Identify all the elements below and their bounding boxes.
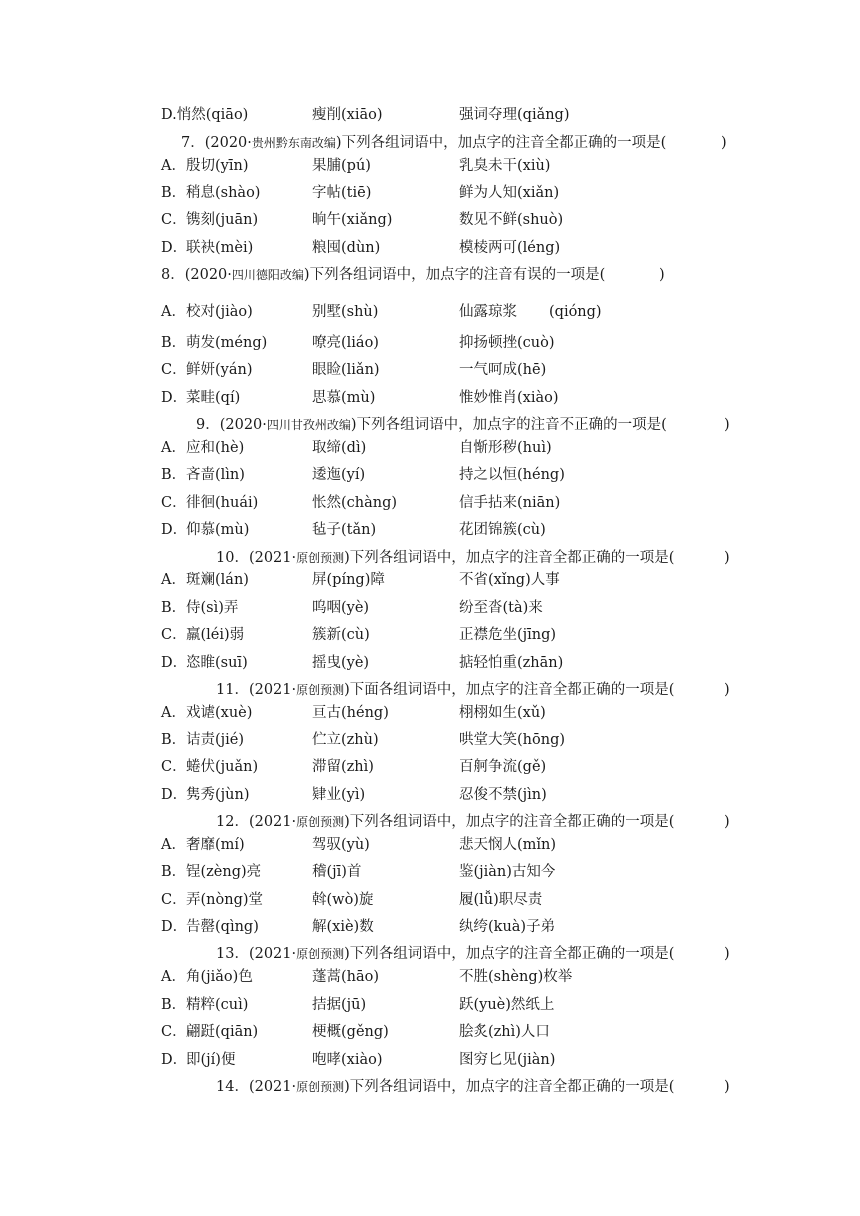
option-word: 恣睢(suī) (186, 655, 248, 671)
option-word: 翩跹(qiān) (186, 1024, 259, 1040)
question-source: 四川德阳改编 (231, 268, 304, 282)
option-word: 驾驭(yù) (312, 837, 370, 853)
option-word: 忍俊不禁(jìn) (459, 787, 547, 803)
option-word: 侍(sì)弄 (186, 600, 239, 616)
option-label: C． (161, 1024, 187, 1040)
option-word: 弄(nòng)堂 (186, 892, 264, 908)
question-stem (196, 413, 667, 437)
question-14 (0, 1075, 860, 1099)
question-number: 9．(2020· (196, 417, 267, 433)
option-word: 仙露琼浆 (459, 304, 517, 320)
option-word: 奢靡(mí) (186, 837, 245, 853)
option-word: 稽(jī)首 (312, 864, 362, 880)
option-word: 戏谑(xuè) (186, 705, 253, 721)
option-word: 呜咽(yè) (312, 600, 370, 616)
question-source: 四川甘孜州改编 (266, 418, 351, 432)
option-label: D． (161, 240, 188, 256)
question-source: 贵州黔东南改编 (251, 136, 336, 150)
question-text: )下列各组词语中，加点字的注音全都正确的一项是( (344, 1079, 675, 1095)
question-text: )下列各组词语中，加点字的注音全都正确的一项是( (335, 135, 667, 151)
option-word: 思慕(mù) (312, 390, 376, 406)
answer-paren: ) (659, 267, 665, 283)
option-label: C． (161, 627, 187, 643)
option-word: 眼睑(liǎn) (312, 362, 380, 378)
option-label: C． (161, 759, 187, 775)
question-stem (216, 1075, 674, 1099)
option-word: 诘责(jié) (186, 732, 245, 748)
option-word: 强词夺理(qiǎng) (459, 107, 570, 123)
option-word: 毡子(tǎn) (312, 522, 377, 538)
option-word: 哄堂大笑(hōng) (459, 732, 566, 748)
question-8 (0, 263, 860, 287)
option-label: D． (161, 1052, 188, 1068)
question-number: 7．(2020· (181, 135, 252, 151)
option-word: 摇曳(yè) (312, 655, 370, 671)
option-word: 不胜(shèng)枚举 (459, 969, 573, 985)
option-label: B． (161, 335, 187, 351)
question-source: 原创预测 (296, 815, 345, 829)
question-12 (0, 810, 860, 834)
option-word: 瘦削(xiāo) (312, 107, 383, 123)
option-word: 持之以恒(héng) (459, 467, 565, 483)
option-label: A． (161, 158, 186, 174)
option-label: D． (161, 655, 188, 671)
question-stem (161, 263, 605, 287)
option-word: D.悄然(qiāo) (161, 107, 249, 123)
option-label: C． (161, 212, 187, 228)
option-word: 跃(yuè)然纸上 (459, 997, 555, 1013)
question-text: )下列各组词语中，加点字的注音全都正确的一项是( (344, 814, 675, 830)
option-word: 应和(hè) (186, 440, 245, 456)
question-stem (216, 678, 674, 702)
option-word: 蓬蒿(hāo) (312, 969, 380, 985)
option-word: 肄业(yì) (312, 787, 366, 803)
question-number: 14．(2021· (216, 1079, 297, 1095)
option-word: 栩栩如生(xǔ) (459, 705, 546, 721)
option-label: A． (161, 440, 186, 456)
option-word: 取缔(dì) (312, 440, 367, 456)
question-text: )下列各组词语中，加点字的注音不正确的一项是( (350, 417, 667, 433)
option-word: 隽秀(jùn) (186, 787, 250, 803)
answer-paren: ) (724, 814, 730, 830)
option-word: 屏(píng)障 (312, 572, 385, 588)
option-word: 百舸争流(gě) (459, 759, 547, 775)
answer-paren: ) (724, 1079, 730, 1095)
option-word: 抑扬顿挫(cuò) (459, 335, 555, 351)
option-word: 鲜妍(yán) (186, 362, 253, 378)
option-word: 精粹(cuì) (186, 997, 249, 1013)
question-stem (216, 942, 674, 966)
question-source: 原创预测 (296, 1080, 345, 1094)
answer-paren: ) (724, 550, 730, 566)
option-word: 乳臭未干(xiù) (459, 158, 551, 174)
option-label: B． (161, 467, 187, 483)
option-word: 告罄(qìng) (186, 919, 259, 935)
question-source: 原创预测 (296, 683, 345, 697)
option-word: 粮囤(dùn) (312, 240, 381, 256)
option-word: 滞留(zhì) (312, 759, 374, 775)
option-word: 亘古(héng) (312, 705, 389, 721)
option-label: C． (161, 362, 187, 378)
option-word: 别墅(shù) (312, 304, 379, 320)
option-label: B． (161, 185, 187, 201)
answer-paren: ) (724, 682, 730, 698)
question-source: 原创预测 (296, 947, 345, 961)
option-label: C． (161, 892, 187, 908)
question-stem (181, 131, 666, 155)
option-word: 菜畦(qí) (186, 390, 241, 406)
question-9 (0, 413, 860, 437)
option-word: 拮据(jū) (312, 997, 367, 1013)
option-word: 嘹亮(liáo) (312, 335, 379, 351)
option-label: B． (161, 600, 187, 616)
option-word: 数见不鲜(shuò) (459, 212, 564, 228)
option-word: 一气呵成(hē) (459, 362, 547, 378)
question-text: )下列各组词语中，加点字的注音全都正确的一项是( (344, 946, 675, 962)
option-word: 果脯(pú) (312, 158, 371, 174)
option-word: 斡(wò)旋 (312, 892, 374, 908)
option-word: 解(xiè)数 (312, 919, 374, 935)
option-word: 不省(xǐng)人事 (459, 572, 560, 588)
option-word: 校对(jiào) (186, 304, 253, 320)
option-word: 纨绔(kuà)子弟 (459, 919, 556, 935)
option-word: 怅然(chàng) (312, 495, 398, 511)
option-word: 簇新(cù) (312, 627, 370, 643)
option-word: 即(jí)便 (186, 1052, 236, 1068)
option-word: 咆哮(xiào) (312, 1052, 383, 1068)
option-word: 字帖(tiē) (312, 185, 372, 201)
option-label: C． (161, 495, 187, 511)
option-word: 鉴(jiàn)古知今 (459, 864, 556, 880)
option-word: 萌发(méng) (186, 335, 268, 351)
option-label: D． (161, 787, 188, 803)
option-word: 锃(zèng)亮 (186, 864, 262, 880)
question-number: 10．(2021· (216, 550, 297, 566)
option-word: 晌午(xiǎng) (312, 212, 393, 228)
option-label: D． (161, 522, 188, 538)
option-word: 镌刻(juān) (186, 212, 259, 228)
option-word: 纷至沓(tà)来 (459, 600, 543, 616)
option-label: D． (161, 919, 188, 935)
option-word: 掂轻怕重(zhān) (459, 655, 564, 671)
option-label: B． (161, 997, 187, 1013)
option-word: 稍息(shào) (186, 185, 261, 201)
question-number: 11．(2021· (216, 682, 297, 698)
question-number: 8．(2020· (161, 267, 232, 283)
question-11 (0, 678, 860, 702)
option-word: 仰慕(mù) (186, 522, 250, 538)
option-label: A． (161, 304, 186, 320)
question-13 (0, 942, 860, 966)
question-10 (0, 546, 860, 570)
option-word: 梗概(gěng) (312, 1024, 389, 1040)
option-word: 模棱两可(léng) (459, 240, 561, 256)
option-word: 斑斓(lán) (186, 572, 249, 588)
option-label: A． (161, 572, 186, 588)
option-word: 脍炙(zhì)人口 (459, 1024, 550, 1040)
option-word: 逶迤(yí) (312, 467, 366, 483)
option-pinyin: (qióng) (549, 304, 602, 320)
answer-paren: ) (724, 946, 730, 962)
question-7 (0, 131, 860, 155)
option-label: B． (161, 732, 187, 748)
option-word: 联袂(mèi) (186, 240, 254, 256)
question-text: )下列各组词语中，加点字的注音有误的一项是( (303, 267, 606, 283)
answer-paren: ) (721, 135, 727, 151)
option-label: A． (161, 837, 186, 853)
option-label: A． (161, 969, 186, 985)
question-text: )下面各组词语中，加点字的注音全都正确的一项是( (344, 682, 675, 698)
answer-paren: ) (724, 417, 730, 433)
question-text: )下列各组词语中，加点字的注音全都正确的一项是( (344, 550, 675, 566)
option-word: 惟妙惟肖(xiào) (459, 390, 559, 406)
option-word: 角(jiǎo)色 (186, 969, 253, 985)
option-word: 图穷匕见(jiàn) (459, 1052, 556, 1068)
option-word: 悲天悯人(mǐn) (459, 837, 557, 853)
option-word: 正襟危坐(jīng) (459, 627, 557, 643)
option-label: A． (161, 705, 186, 721)
option-word: 羸(léi)弱 (186, 627, 245, 643)
option-word: 花团锦簇(cù) (459, 522, 546, 538)
question-number: 13．(2021· (216, 946, 297, 962)
question-stem (216, 546, 674, 570)
option-label: B． (161, 864, 187, 880)
question-source: 原创预测 (296, 551, 345, 565)
option-word: 殷切(yīn) (186, 158, 249, 174)
option-word: 吝啬(lìn) (186, 467, 245, 483)
option-word: 自惭形秽(huì) (459, 440, 552, 456)
option-word: 伫立(zhù) (312, 732, 379, 748)
option-word: 鲜为人知(xiǎn) (459, 185, 560, 201)
question-stem (216, 810, 674, 834)
option-label: D． (161, 390, 188, 406)
question-number: 12．(2021· (216, 814, 297, 830)
option-word: 蜷伏(juǎn) (186, 759, 259, 775)
option-word: 履(lǚ)职尽责 (459, 892, 543, 908)
option-word: 徘徊(huái) (186, 495, 259, 511)
option-word: 信手拈来(niān) (459, 495, 561, 511)
